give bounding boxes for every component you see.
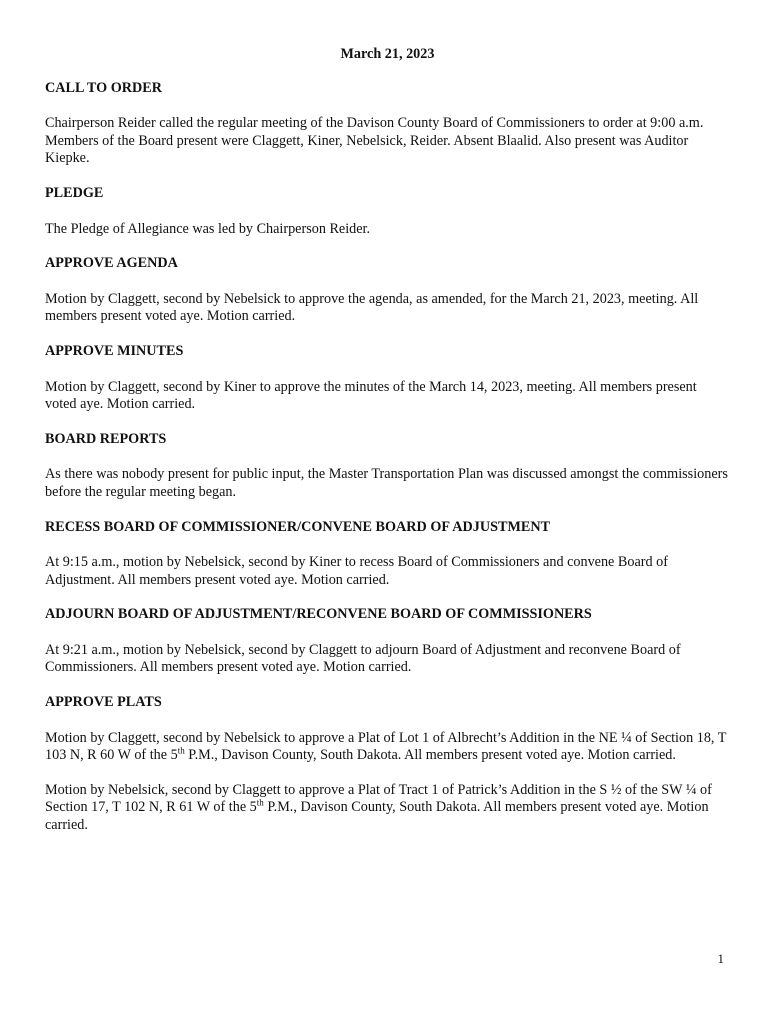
minutes-document [45, 46, 730, 852]
paragraph-plat-motion-1 [45, 730, 730, 765]
paragraph-adjourn: At 9:21 a.m., motion by Nebelsick, second by Claggett to adjourn Board of Adjustment and reconvene Board of Commissioners. All members present voted aye. Motion carried. [45, 641, 681, 676]
heading-adjourn: ADJOURN BOARD OF ADJUSTMENT/RECONVENE BOARD OF COMMISSIONERS [45, 606, 592, 623]
plat-motion-1-text: Motion by Claggett, second by Nebelsick to approve a Plat of Lot 1 of Albrecht’s Addition in the NE ¼ of Section 18, T 103 N, R 60 W of the 5 [45, 729, 727, 764]
paragraph-approve-agenda: Motion by Claggett, second by Nebelsick to approve the agenda, as amended, for the March 21, 2023, meeting. All members present voted aye. Motion carried. [45, 290, 699, 325]
paragraph-board-reports: As there was nobody present for public input, the Master Transportation Plan was discussed amongst the commissioners before the regular meeting began. [45, 466, 728, 500]
plat-motion-2-text: Motion by Nebelsick, second by Claggett to approve a Plat of Tract 1 of Patrick’s Addition in the S ½ of the SW ¼ of Section 17, T 102 N, R 61 W of the 5 [45, 781, 712, 816]
plat-motion-1-text-end: P.M., Davison County, South Dakota. All members present voted aye. Motion carried. [184, 747, 676, 764]
plat-motion-2-text-end: P.M., Davison County, South Dakota. All members present voted aye. Motion carried. [45, 799, 709, 834]
heading-approve-plats: APPROVE PLATS [45, 694, 162, 711]
paragraph-pledge: The Pledge of Allegiance was led by Chairperson Reider. [45, 220, 371, 237]
paragraph-plat-motion-2 [45, 782, 730, 835]
heading-approve-minutes: APPROVE MINUTES [45, 342, 184, 359]
paragraph-call-to-order: Chairperson Reider called the regular meeting of the Davison County Board of Commissioners to order at 9:00 a.m. Members of the Board present were Claggett, Kiner, Nebelsick, Reider. Absent Blaalid. Also present was Auditor Kiepke. [45, 115, 704, 167]
ordinal-superscript: th [256, 797, 264, 808]
paragraph-recess: At 9:15 a.m., motion by Nebelsick, second by Kiner to recess Board of Commissioners and convene Board of Adjustment. All members present voted aye. Motion carried. [45, 554, 668, 588]
paragraph-approve-minutes: Motion by Claggett, second by Kiner to approve the minutes of the March 14, 2023, meeting. All members present voted aye. Motion carried. [45, 378, 697, 413]
heading-call-to-order: CALL TO ORDER [45, 79, 162, 96]
heading-approve-agenda: APPROVE AGENDA [45, 255, 178, 272]
heading-pledge: PLEDGE [45, 184, 104, 201]
page-number: 1 [717, 951, 724, 966]
heading-recess: RECESS BOARD OF COMMISSIONER/CONVENE BOARD OF ADJUSTMENT [45, 518, 551, 535]
meeting-date: March 21, 2023 [340, 46, 435, 62]
ordinal-superscript: th [177, 745, 185, 756]
heading-board-reports: BOARD REPORTS [45, 430, 167, 447]
